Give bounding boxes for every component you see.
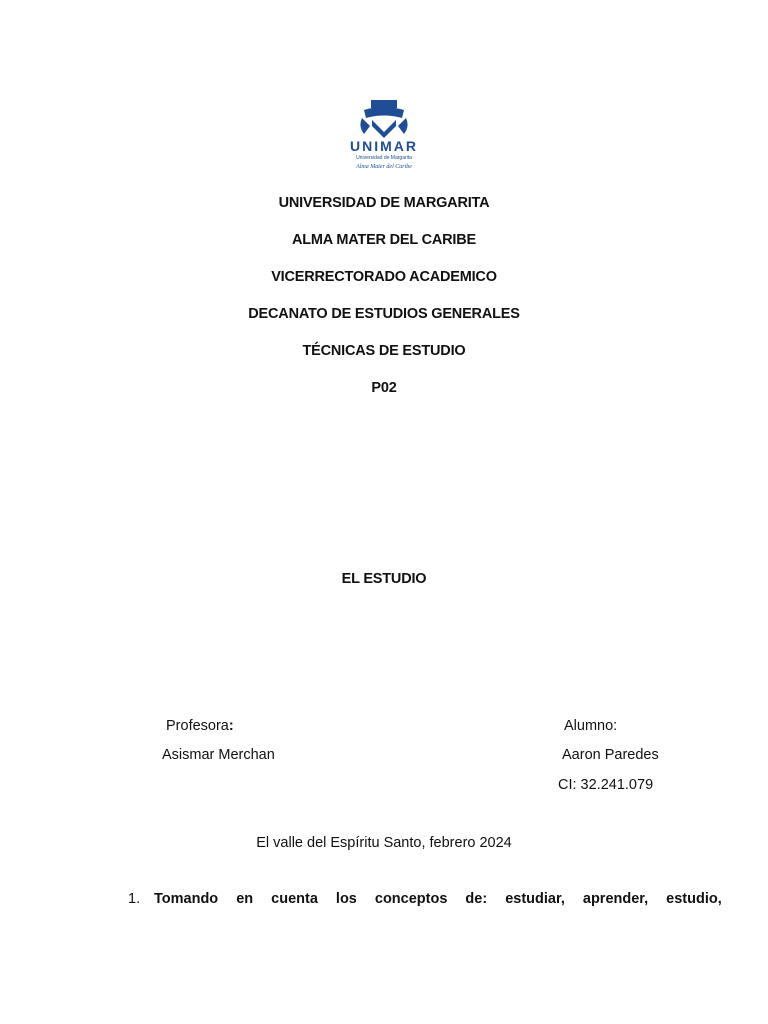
logo-motto: Alma Mater del Caribe [356,164,412,170]
student-label: Alumno: [564,718,618,734]
unimar-logo [324,96,444,176]
professor-label [166,717,234,735]
question-number: 1. [128,891,141,907]
header-vicerrectorado: VICERRECTORADO ACADEMICO [271,269,497,285]
header-section: P02 [371,380,397,396]
unimar-crest-icon [324,96,444,176]
professor-name: Asismar Merchan [162,747,275,763]
logo-subtitle: Universidad de Margarita [356,155,412,161]
header-motto: ALMA MATER DEL CARIBE [291,232,477,248]
professor-label-text: Profesora [166,718,229,734]
logo-wordmark: UNIMAR [350,138,418,154]
document-title: EL ESTUDIO [341,571,427,587]
professor-label-colon: : [228,718,234,734]
place-date: El valle del Espíritu Santo, febrero 2024 [256,835,512,851]
question-text: Tomando en cuenta los conceptos de: estudiar, aprender, estudio, [154,891,722,907]
student-id: CI: 32.241.079 [558,777,654,793]
header-university: UNIVERSIDAD DE MARGARITA [278,195,490,211]
student-name: Aaron Paredes [562,747,659,763]
header-course: TÉCNICAS DE ESTUDIO [302,343,466,359]
header-decanato: DECANATO DE ESTUDIOS GENERALES [248,306,520,322]
